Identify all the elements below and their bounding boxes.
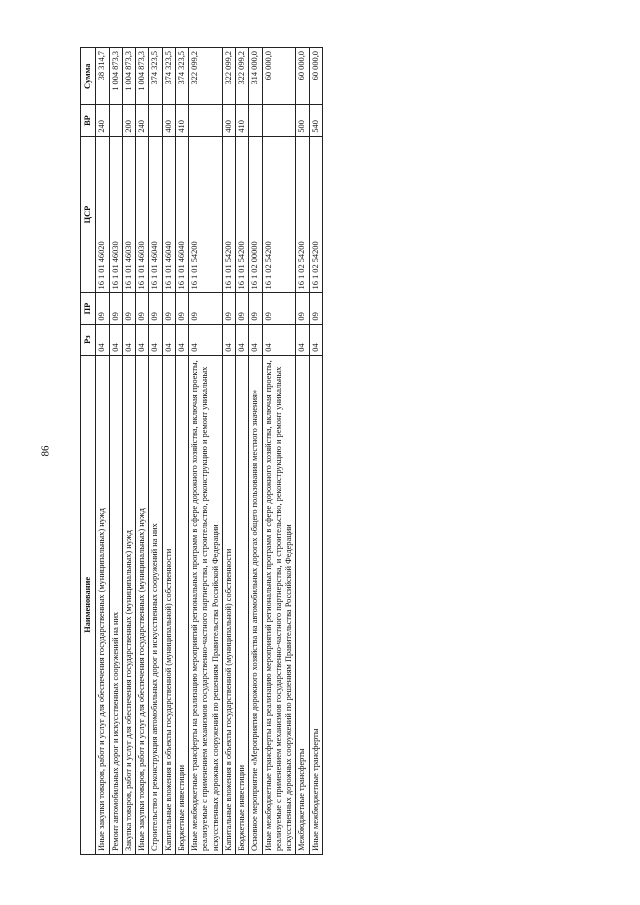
cell-pr: 09: [249, 293, 262, 324]
header-name: Наименование: [81, 355, 96, 854]
cell-csr: 16 1 01 54200: [236, 136, 249, 293]
cell-csr: 16 1 01 46030: [136, 136, 149, 293]
cell-csr: 16 1 01 46030: [109, 136, 122, 293]
cell-sum: 322 099,2: [222, 48, 235, 106]
cell-name: Бюджетные инвестиции: [236, 355, 249, 854]
cell-vr: 410: [175, 105, 188, 136]
cell-vr: 410: [236, 105, 249, 136]
cell-pr: 09: [149, 293, 162, 324]
cell-vr: 240: [136, 105, 149, 136]
table-row: [149, 48, 162, 855]
cell-name: Иные межбюджетные трансферты: [309, 355, 322, 854]
cell-sum: 1 004 873,3: [109, 48, 122, 106]
cell-sum: 38 314,7: [96, 48, 109, 106]
cell-rz: 04: [122, 324, 135, 355]
cell-sum: 60 000,0: [309, 48, 322, 106]
cell-csr: 16 1 02 54200: [296, 136, 309, 293]
cell-name: Капитальные вложения в объекты государственной (муниципальной) собственности: [162, 355, 175, 854]
cell-sum: 322 099,2: [189, 48, 223, 106]
table-row: [109, 48, 122, 855]
cell-sum: 1 004 873,3: [136, 48, 149, 106]
cell-sum: 60 000,0: [296, 48, 309, 106]
cell-sum: 374 323,5: [175, 48, 188, 106]
cell-name: Бюджетные инвестиции: [175, 355, 188, 854]
cell-pr: 09: [109, 293, 122, 324]
cell-csr: 16 1 01 54200: [222, 136, 235, 293]
cell-name: Строительство и реконструкция автомобильных дорог и искусственных сооружений на них: [149, 355, 162, 854]
cell-csr: 16 1 01 46040: [149, 136, 162, 293]
cell-name: Ремонт автомобильных дорог и искусственных сооружений на них: [109, 355, 122, 854]
cell-pr: 09: [162, 293, 175, 324]
cell-csr: 16 1 02 54200: [309, 136, 322, 293]
cell-pr: 09: [96, 293, 109, 324]
table-row: [189, 48, 223, 855]
cell-vr: 200: [122, 105, 135, 136]
budget-table: [80, 47, 323, 855]
cell-vr: 240: [96, 105, 109, 136]
table-row: [249, 48, 262, 855]
cell-vr: [149, 105, 162, 136]
cell-vr: [109, 105, 122, 136]
cell-pr: 09: [262, 293, 296, 324]
cell-rz: 04: [296, 324, 309, 355]
cell-vr: 400: [162, 105, 175, 136]
rotated-table-wrapper: [80, 47, 502, 855]
header-sum: Сумма: [81, 48, 96, 106]
cell-sum: 1 004 873,3: [122, 48, 135, 106]
rotated-page-content: [80, 47, 502, 855]
cell-csr: 16 1 01 54200: [189, 136, 223, 293]
cell-pr: 09: [136, 293, 149, 324]
table-row: [296, 48, 309, 855]
cell-sum: 314 000,0: [249, 48, 262, 106]
cell-rz: 04: [96, 324, 109, 355]
cell-pr: 09: [236, 293, 249, 324]
cell-csr: 16 1 02 00000: [249, 136, 262, 293]
table-row: [175, 48, 188, 855]
header-pr: ПР: [81, 293, 96, 324]
cell-rz: 04: [236, 324, 249, 355]
cell-pr: 09: [189, 293, 223, 324]
cell-sum: 374 323,5: [149, 48, 162, 106]
table-header-row: [81, 48, 96, 855]
cell-name: Иные межбюджетные трансферты на реализацию мероприятий региональных программ в сфере дорожного хозяйства, включая проекты, реализуемые с применением механизмов государственно-частного партнерства, и строительство, реконструкцию и ремонт уникальных искусственных дорожных сооружений по решениям Правительства Российской Федерации: [262, 355, 296, 854]
cell-pr: 09: [122, 293, 135, 324]
cell-name: Межбюджетные трансферты: [296, 355, 309, 854]
cell-rz: 04: [136, 324, 149, 355]
cell-csr: 16 1 01 46020: [96, 136, 109, 293]
cell-name: Иные закупки товаров, работ и услуг для обеспечения государственных (муниципальных) нужд: [136, 355, 149, 854]
cell-vr: [249, 105, 262, 136]
cell-name: Иные межбюджетные трансферты на реализацию мероприятий региональных программ в сфере дорожного хозяйства, включая проекты, реализуемые с применением механизмов государственно-частного партнерства, и строительство, реконструкцию и ремонт уникальных искусственных дорожных сооружений по решениям Правительства Российской Федерации: [189, 355, 223, 854]
cell-pr: 09: [309, 293, 322, 324]
cell-rz: 04: [189, 324, 223, 355]
cell-name: Закупка товаров, работ и услуг для обеспечения государственных (муниципальных) нужд: [122, 355, 135, 854]
cell-vr: 540: [309, 105, 322, 136]
cell-pr: 09: [222, 293, 235, 324]
table-row: [162, 48, 175, 855]
cell-vr: 500: [296, 105, 309, 136]
cell-csr: 16 1 01 46040: [162, 136, 175, 293]
cell-name: Капитальные вложения в объекты государственной (муниципальной) собственности: [222, 355, 235, 854]
cell-name: Иные закупки товаров, работ и услуг для обеспечения государственных (муниципальных) нужд: [96, 355, 109, 854]
cell-name: Основное мероприятие «Мероприятия дорожного хозяйства на автомобильных дорогах общего пользования местного значения»: [249, 355, 262, 854]
cell-sum: 60 000,0: [262, 48, 296, 106]
cell-vr: 400: [222, 105, 235, 136]
cell-vr: [262, 105, 296, 136]
header-csr: ЦСР: [81, 136, 96, 293]
cell-csr: 16 1 01 46030: [122, 136, 135, 293]
cell-rz: 04: [249, 324, 262, 355]
cell-pr: 09: [175, 293, 188, 324]
cell-csr: 16 1 01 46040: [175, 136, 188, 293]
cell-sum: 374 323,5: [162, 48, 175, 106]
table-row: [262, 48, 296, 855]
header-rz: Рз: [81, 324, 96, 355]
cell-pr: 09: [296, 293, 309, 324]
cell-rz: 04: [175, 324, 188, 355]
cell-rz: 04: [262, 324, 296, 355]
table-row: [222, 48, 235, 855]
table-row: [96, 48, 109, 855]
cell-rz: 04: [109, 324, 122, 355]
cell-csr: 16 1 02 54200: [262, 136, 296, 293]
table-row: [309, 48, 322, 855]
table-row: [136, 48, 149, 855]
header-vr: ВР: [81, 105, 96, 136]
table-row: [236, 48, 249, 855]
cell-rz: 04: [222, 324, 235, 355]
cell-rz: 04: [162, 324, 175, 355]
page-number: 86: [39, 445, 52, 457]
cell-vr: [189, 105, 223, 136]
cell-rz: 04: [309, 324, 322, 355]
table-row: [122, 48, 135, 855]
cell-sum: 322 099,2: [236, 48, 249, 106]
cell-rz: 04: [149, 324, 162, 355]
